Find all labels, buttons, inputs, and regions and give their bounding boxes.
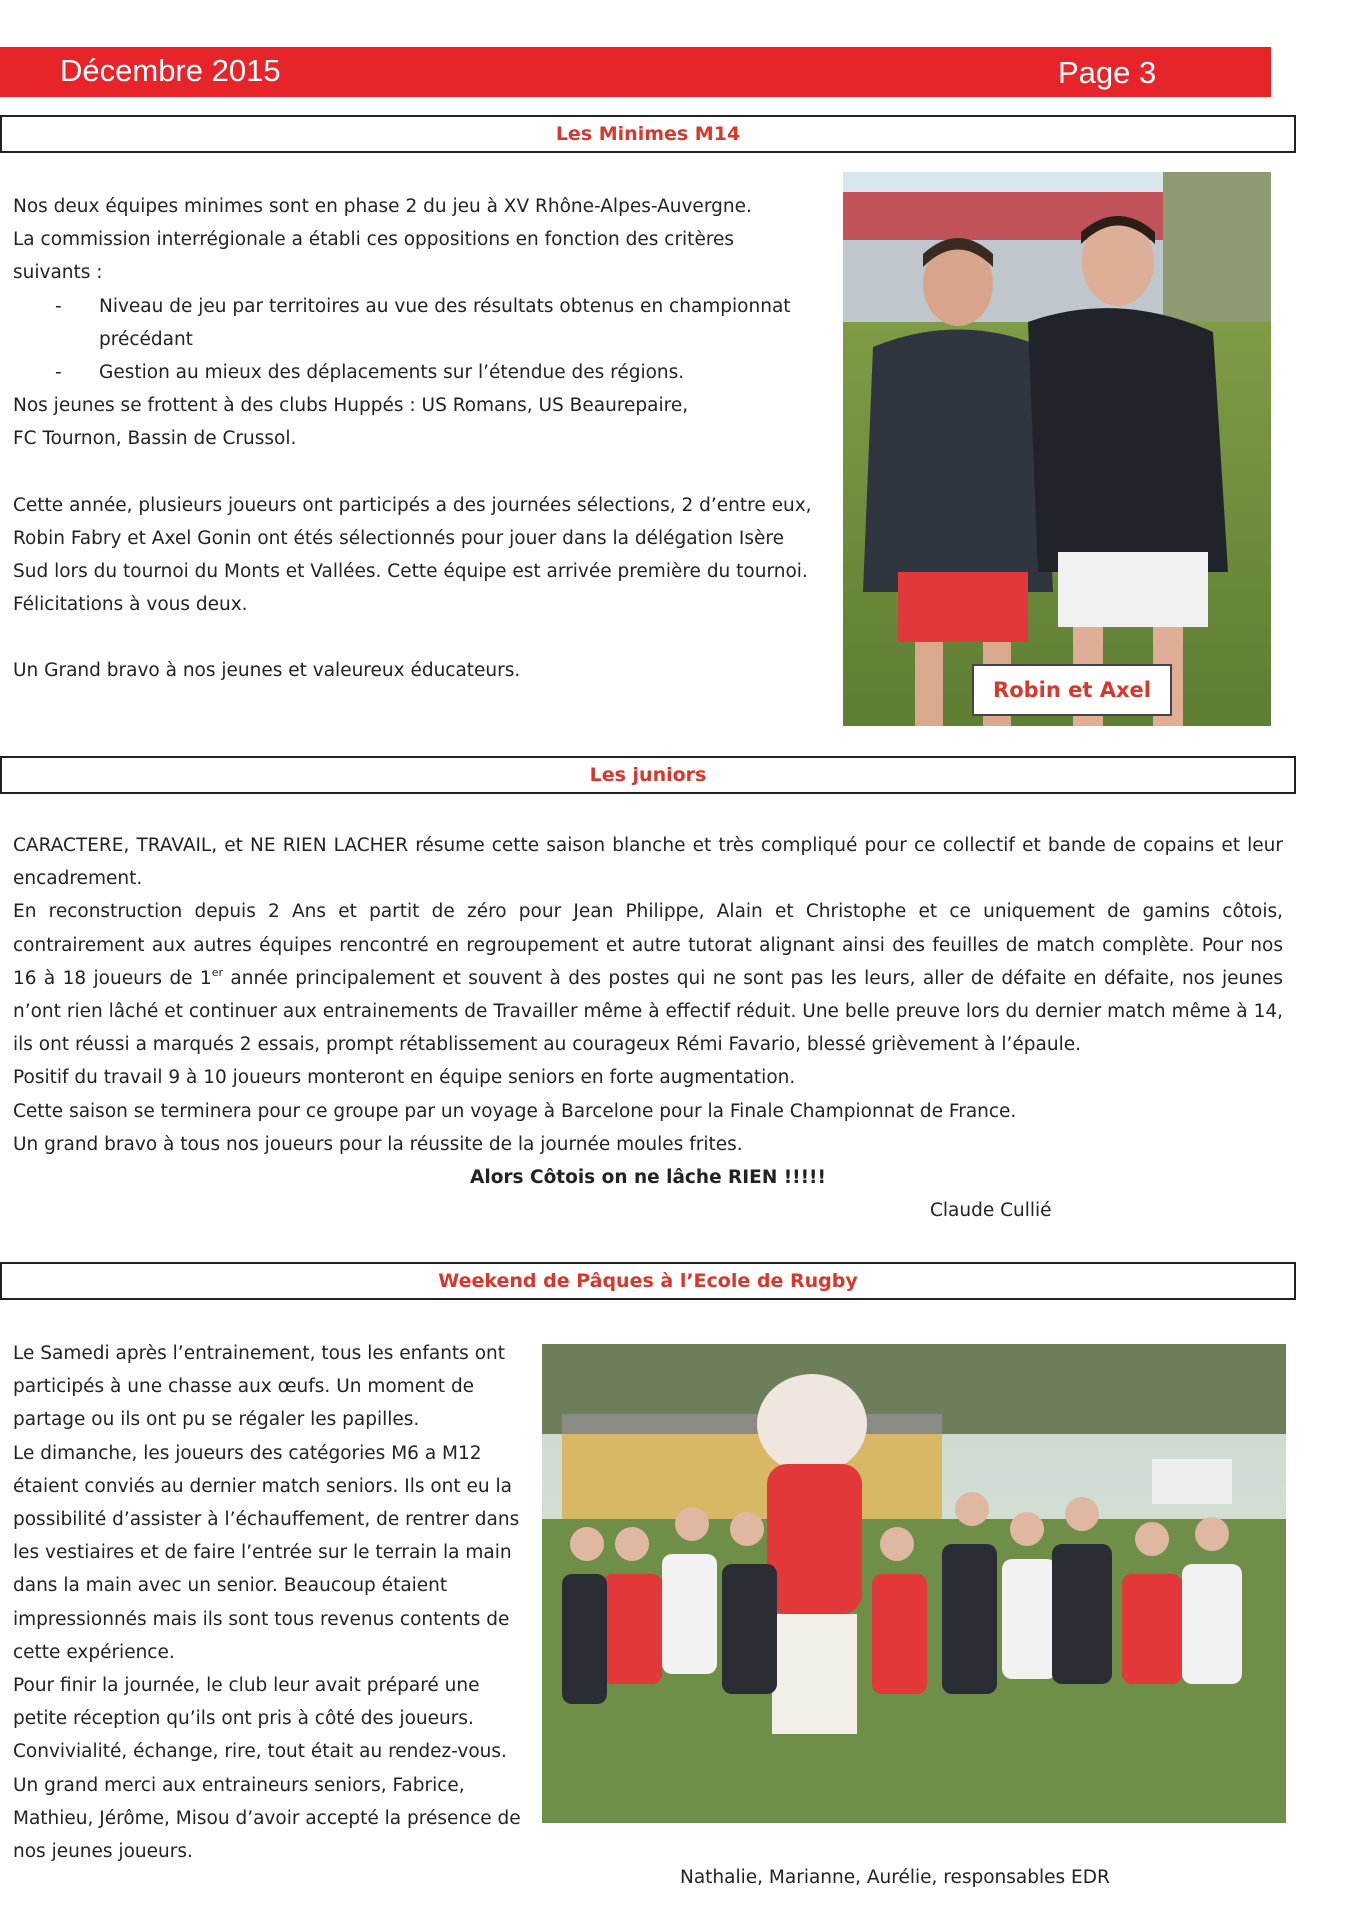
juniors-paragraph-1: CARACTERE, TRAVAIL, et NE RIEN LACHER résume cette saison blanche et très compliqué pour ce collectif et bande de copains et leur encadrement. [13,835,1283,890]
juniors-paragraph-2: En reconstruction depuis 2 Ans et partit de zéro pour Jean Philippe, Alain et Christophe et ce uniquement de gamins côtois, contrairement aux autres équipes rencontré en regroupement et autre tutorat alignant ainsi des feuilles de match complète. Pour nos 16 à 18 joueurs de 1er année principalement et souvent à des postes qui ne sont pas les leurs, aller de défaite en défaite, nos jeunes n’ont rien lâché et continuer aux entrainements de Travailler même à effectif réduit. Une belle preuve lors du dernier match même à 14, ils ont réussi a marqués 2 essais, prompt rétablissement au courageux Rémi Favario, blessé grièvement à l’épaule. [13,901,1283,1056]
minimes-bullet-2: - Gestion au mieux des déplacements sur l’étendue des régions. [55,362,685,384]
juniors-text [13,829,1283,1161]
header-month: Décembre 2015 [60,53,281,88]
juniors-paragraph-3: Positif du travail 9 à 10 joueurs monteront en équipe seniors en forte augmentation. [13,1067,796,1089]
minimes-bullet-1: - Niveau de jeu par territoires au vue des résultats obtenus en championnat précédant [55,295,791,350]
header-page-number: Page 3 [1058,55,1157,90]
juniors-paragraph-4: Cette saison se terminera pour ce groupe par un voyage à Barcelone pour la Finale Championnat de France. [13,1100,1017,1122]
photo-robin-axel [843,172,1271,726]
header-banner [0,47,1271,97]
minimes-paragraph-3: Un Grand bravo à nos jeunes et valeureux éducateurs. [13,660,521,682]
paques-text [13,1337,528,1868]
minimes-line-1: Nos deux équipes minimes sont en phase 2 du jeu à XV Rhône-Alpes-Auvergne. [13,196,752,217]
juniors-slogan: Alors Côtois on ne lâche RIEN !!!!! [470,1167,826,1188]
minimes-text [13,190,813,688]
juniors-paragraph-5: Un grand bravo à tous nos joueurs pour la réussite de la journée moules frites. [13,1133,743,1155]
minimes-line-3: Nos jeunes se frottent à des clubs Huppés : US Romans, US Beaurepaire, [13,395,689,417]
juniors-signature: Claude Cullié [930,1200,1052,1221]
paques-paragraph-2: Le dimanche, les joueurs des catégories M6 a M12 étaient conviés au dernier match seniors. Ils ont eu la possibilité d’assister à l’échauffement, de rentrer dans les vestiaires et de faire l’entrée sur le terrain la main dans la main avec un senior. Beaucoup étaient impressionnés mais ils sont tous revenus contents de cette expérience. [13,1442,520,1663]
section-title-juniors: Les juniors [0,756,1296,794]
section-title-paques: Weekend de Pâques à l’Ecole de Rugby [0,1262,1296,1300]
minimes-line-4: FC Tournon, Bassin de Crussol. [13,428,297,450]
paques-paragraph-3: Pour finir la journée, le club leur avait préparé une petite réception qu’ils ont pris à côté des joueurs. Convivialité, échange, rire, tout était au rendez-vous. Un grand merci aux entraineurs seniors, Fabrice, Mathieu, Jérôme, Misou d’avoir accepté la présence de nos jeunes joueurs. [13,1675,521,1863]
minimes-line-2: La commission interrégionale a établi ces oppositions en fonction des critères suivants : [13,229,735,284]
photo-ecole-rugby-group [542,1344,1286,1823]
paques-signature: Nathalie, Marianne, Aurélie, responsables EDR [680,1867,1110,1888]
photo-caption: Robin et Axel [972,664,1172,716]
minimes-paragraph-2: Cette année, plusieurs joueurs ont participés a des journées sélections, 2 d’entre eux, Robin Fabry et Axel Gonin ont étés sélectionnés pour jouer dans la délégation Isère Sud lors du tournoi du Monts et Vallées. Cette équipe est arrivée première du tournoi. Félicitations à vous deux. [13,494,812,616]
paques-paragraph-1: Le Samedi après l’entrainement, tous les enfants ont participés à une chasse aux œufs. Un moment de partage ou ils ont pu se régaler les papilles. [13,1343,505,1431]
section-title-minimes: Les Minimes M14 [0,115,1296,153]
